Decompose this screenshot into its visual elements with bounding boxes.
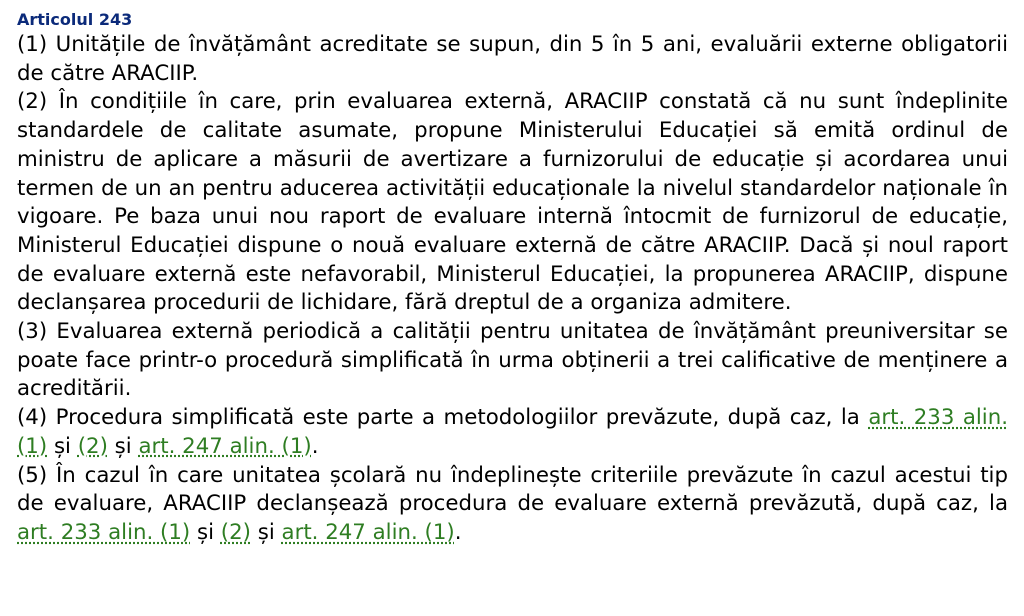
separator: și [47, 433, 78, 459]
separator: și [190, 519, 221, 545]
paragraph-4-text: (4) Procedura simplificată este parte a metodologiilor prevăzute, după caz, la [17, 405, 869, 431]
article-title: Articolul 243 [17, 10, 133, 29]
link-art-233-alin-2[interactable]: (2) [220, 519, 251, 545]
link-art-247-alin-1[interactable]: art. 247 alin. (1) [138, 433, 312, 459]
paragraph-1: (1) Unitățile de învățământ acreditate se supun, din 5 în 5 ani, evaluării externe obligatorii de către ARACIIP. [17, 32, 1008, 86]
link-art-233-alin-2[interactable]: (2) [77, 433, 108, 459]
paragraph-2: (2) În condițiile în care, prin evaluarea externă, ARACIIP constată că nu sunt îndeplinite standardele de calitate asumate, propune Ministerului Educației să emită ordinul de ministru de aplicare a măsurii de avertizare a furnizorului de educație și acordarea unui termen de un an pentru aducerea activității educaționale la nivelul standardelor naționale în vigoare. Pe baza unui nou raport de evaluare internă întocmit de furnizorul de educație, Ministerul Educației dispune o nouă evaluare externă de către ARACIIP. Dacă și noul raport de evaluare externă este nefavorabil, Ministerul Educației, la propunerea ARACIIP, dispune declanșarea procedurii de lichidare, fără dreptul de a organiza admitere. [17, 89, 1008, 316]
link-art-233-alin-1[interactable]: art. 233 alin. (1) [17, 405, 1008, 459]
paragraph-5-text: (5) În cazul în care unitatea școlară nu îndeplinește criteriile prevăzute în cazul acestui tip de evaluare, ARACIIP declanșează procedura de evaluare externă prevăzută, după caz, la [17, 462, 1008, 517]
paragraph-5-end: . [454, 519, 462, 545]
paragraph-4 [17, 404, 1008, 461]
link-art-233-alin-1[interactable]: art. 233 alin. (1) [17, 519, 191, 545]
separator: și [107, 433, 139, 459]
link-art-247-alin-1[interactable]: art. 247 alin. (1) [281, 519, 455, 545]
separator: și [250, 519, 282, 545]
paragraph-3: (3) Evaluarea externă periodică a calității pentru unitatea de învățământ preuniversitar se poate face printr-o procedură simplificată în urma obținerii a trei calificative de menținere a acreditării. [17, 319, 1008, 402]
paragraph-5 [17, 462, 1008, 548]
paragraph-4-end: . [311, 433, 319, 459]
